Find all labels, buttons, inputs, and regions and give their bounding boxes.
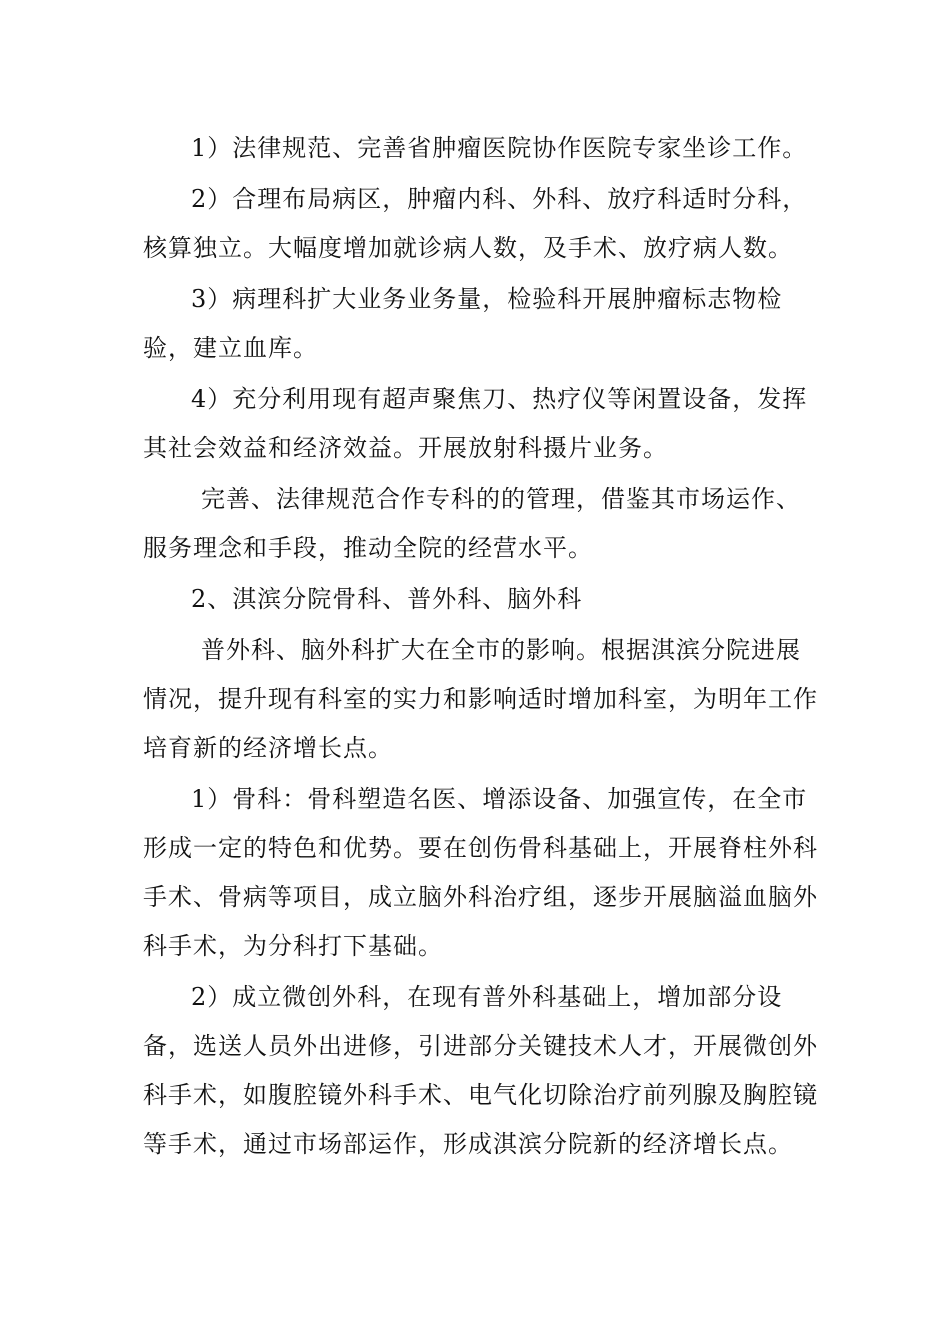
paragraph-1: 1）法律规范、完善省肿瘤医院协作医院专家坐诊工作。 [191, 134, 808, 162]
section-heading: 2、淇滨分院骨科、普外科、脑外科 [191, 585, 583, 613]
paragraph-5: 完善、法律规范合作专科的的管理，借鉴其市场运作、服务理念和手段，推动全院的经营水平。 [143, 485, 801, 562]
paragraph-2: 2）合理布局病区，肿瘤内科、外科、放疗科适时分科，核算独立。大幅度增加就诊病人数，及手术、放疗病人数。 [143, 185, 808, 262]
paragraph-8: 1）骨科：骨科塑造名医、增添设备、加强宣传，在全市形成一定的特色和优势。要在创伤骨科基础上，开展脊柱外科手术、骨病等项目，成立脑外科治疗组，逐步开展脑溢血脑外科手术，为分科打下基础。 [143, 785, 818, 960]
paragraph-4: 4）充分利用现有超声聚焦刀、热疗仪等闲置设备，发挥其社会效益和经济效益。开展放射科摄片业务。 [143, 385, 808, 462]
paragraph-9: 2）成立微创外科，在现有普外科基础上，增加部分设备，选送人员外出进修，引进部分关键技术人才，开展微创外科手术，如腹腔镜外科手术、电气化切除治疗前列腺及胸腔镜等手术，通过市场部运作，形成淇滨分院新的经济增长点。 [143, 983, 818, 1158]
paragraph-7: 普外科、脑外科扩大在全市的影响。根据淇滨分院进展情况，提升现有科室的实力和影响适时增加科室，为明年工作培育新的经济增长点。 [143, 636, 818, 762]
document-body [143, 124, 823, 1169]
paragraph-3: 3）病理科扩大业务业务量，检验科开展肿瘤标志物检验，建立血库。 [143, 285, 783, 362]
